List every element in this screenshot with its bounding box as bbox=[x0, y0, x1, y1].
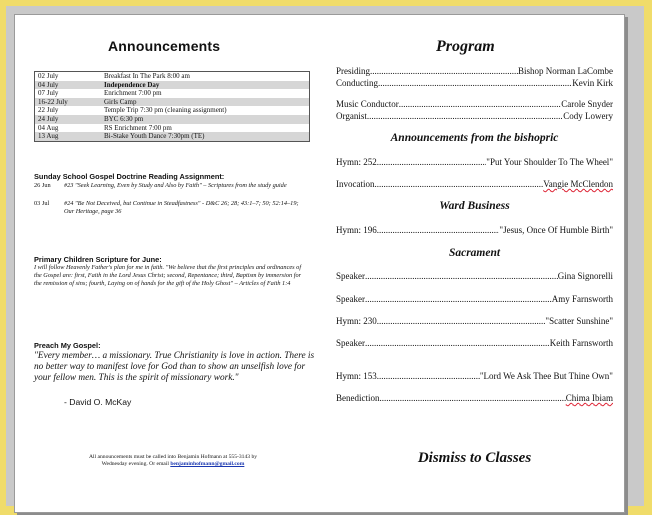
presiding-name: Bishop Norman LaCombe bbox=[518, 66, 613, 76]
calendar-event: BYC 6:30 pm bbox=[101, 115, 310, 124]
calendar-table bbox=[34, 71, 310, 142]
doctrine-date-2: 03 Jul bbox=[34, 200, 50, 207]
primary-scripture: I will follow Heavenly Father's plan for me in faith. "We believe that the first principles and ordinances of the Gospel are: first, Faith in the Lord Jesus Christ; second, Repentance; third, Baptism by immersion for the remission of sins; fourth, Laying on of hands for the gift of the Holy Ghost" – Articles of Faith 1:4 bbox=[34, 264, 302, 287]
conducting-line bbox=[336, 78, 613, 89]
calendar-event: Bi-Stake Youth Dance 7:30pm (TE) bbox=[101, 132, 310, 141]
preach-heading: Preach My Gospel: bbox=[34, 341, 101, 350]
speaker-3-label: Speaker bbox=[336, 338, 365, 348]
calendar-row bbox=[35, 132, 310, 141]
calendar-row bbox=[35, 124, 310, 133]
speaker-3-line bbox=[336, 338, 613, 349]
speaker-1-line bbox=[336, 271, 613, 282]
presiding-label: Presiding bbox=[336, 66, 371, 76]
dismiss-to-classes: Dismiss to Classes bbox=[417, 450, 532, 466]
ward-business-heading: Ward Business bbox=[439, 200, 510, 212]
organist-name: Cody Lowery bbox=[563, 111, 613, 121]
bishopric-heading: Announcements from the bishopric bbox=[390, 132, 559, 144]
calendar-date: 22 July bbox=[38, 106, 59, 115]
music-name: Carole Snyder bbox=[561, 99, 613, 109]
invocation-name: Vangie McClendon bbox=[543, 179, 613, 189]
footer-line-1: All announcements must be called into Benjamin Hofmann at 555-3143 by bbox=[88, 454, 258, 460]
primary-heading: Primary Children Scripture for June: bbox=[34, 255, 162, 264]
hymn-252-title: "Put Your Shoulder To The Wheel" bbox=[486, 157, 613, 167]
calendar-date: 04 Aug bbox=[38, 123, 59, 132]
hymn-252-line bbox=[336, 157, 613, 168]
hymn-230-line bbox=[336, 316, 613, 327]
calendar-event: Girls Camp bbox=[101, 98, 310, 107]
calendar-row bbox=[35, 115, 310, 124]
calendar-event: Breakfast In The Park 8:00 am bbox=[104, 72, 190, 80]
announcements-title: Announcements bbox=[108, 38, 221, 54]
calendar-row bbox=[35, 72, 310, 81]
calendar-event: Enrichment 7:00 pm bbox=[104, 89, 162, 98]
music-label: Music Conductor bbox=[336, 99, 399, 109]
benediction-label: Benediction bbox=[336, 393, 380, 403]
calendar-date: 07 July bbox=[38, 89, 59, 98]
doctrine-heading: Sunday School Gospel Doctrine Reading Assignment: bbox=[34, 172, 225, 181]
hymn-196-line bbox=[336, 225, 613, 236]
calendar-row bbox=[35, 98, 310, 107]
conducting-label: Conducting bbox=[336, 78, 378, 88]
sacrament-heading: Sacrament bbox=[448, 247, 501, 259]
doctrine-date-1: 26 Jun bbox=[34, 182, 51, 189]
invocation-label: Invocation bbox=[336, 179, 375, 189]
missionary-quote: "Every member… a missionary. True Christianity is love in action. There is no better way to manifest love for God than to show an unselfish love for your fellow men. This is the spirit of missionary work." bbox=[34, 351, 315, 384]
presiding-line bbox=[336, 66, 613, 77]
invocation-line bbox=[336, 179, 613, 190]
program-title: Program bbox=[436, 38, 495, 55]
calendar-date: 13 Aug bbox=[35, 132, 102, 141]
music-line bbox=[336, 99, 613, 110]
speaker-1-label: Speaker bbox=[336, 271, 365, 281]
hymn-252-label: Hymn: 252 bbox=[336, 157, 377, 167]
footer-note bbox=[48, 454, 298, 468]
calendar-date: 04 July bbox=[35, 81, 102, 90]
calendar-event: RS Enrichment 7:00 pm bbox=[104, 123, 172, 132]
footer-line-2: Wednesday evening. Or email bbox=[101, 461, 169, 467]
calendar-date: 16-22 July bbox=[35, 98, 102, 107]
speaker-1-name: Gina Signorelli bbox=[557, 271, 613, 281]
speaker-2-name: Amy Farnsworth bbox=[551, 294, 613, 304]
calendar-date: 24 July bbox=[35, 115, 102, 124]
conducting-name: Kevin Kirk bbox=[572, 78, 613, 88]
footer-email-link[interactable]: benjaminhofmann@gmail.com bbox=[170, 461, 245, 467]
hymn-153-label: Hymn: 153 bbox=[336, 371, 377, 381]
hymn-230-label: Hymn: 230 bbox=[336, 316, 377, 326]
calendar-date: 02 July bbox=[38, 72, 59, 80]
doctrine-text-1: #23 "Seek Learning, Even by Study and Also by Faith" – Scriptures from the study guide bbox=[64, 182, 287, 189]
benediction-name: Chima Ibiam bbox=[565, 393, 613, 403]
organist-line bbox=[336, 111, 613, 122]
benediction-line bbox=[336, 393, 613, 404]
speaker-3-name: Keith Farnsworth bbox=[549, 338, 613, 348]
calendar-row bbox=[35, 89, 310, 98]
calendar-row bbox=[35, 106, 310, 115]
calendar-event: Temple Trip 7:30 pm (cleaning assignment) bbox=[104, 106, 227, 115]
calendar-row bbox=[35, 81, 310, 90]
quote-author: - David O. McKay bbox=[64, 397, 132, 407]
calendar-event: Independence Day bbox=[101, 81, 310, 90]
doctrine-text-2: #24 "Be Not Deceived, but Continue in Steadfastness" - D&C 26; 28; 43:1–7; 50; 52:14–19; Our Heritage, page 36 bbox=[64, 200, 299, 215]
hymn-196-title: "Jesus, Once Of Humble Birth" bbox=[499, 225, 613, 235]
hymn-230-title: "Scatter Sunshine" bbox=[545, 316, 613, 326]
organist-label: Organist bbox=[336, 111, 367, 121]
hymn-196-label: Hymn: 196 bbox=[336, 225, 377, 235]
hymn-153-line bbox=[336, 371, 613, 382]
hymn-153-title: "Lord We Ask Thee But Thine Own" bbox=[479, 371, 613, 381]
speaker-2-label: Speaker bbox=[336, 294, 365, 304]
speaker-2-line bbox=[336, 294, 613, 305]
